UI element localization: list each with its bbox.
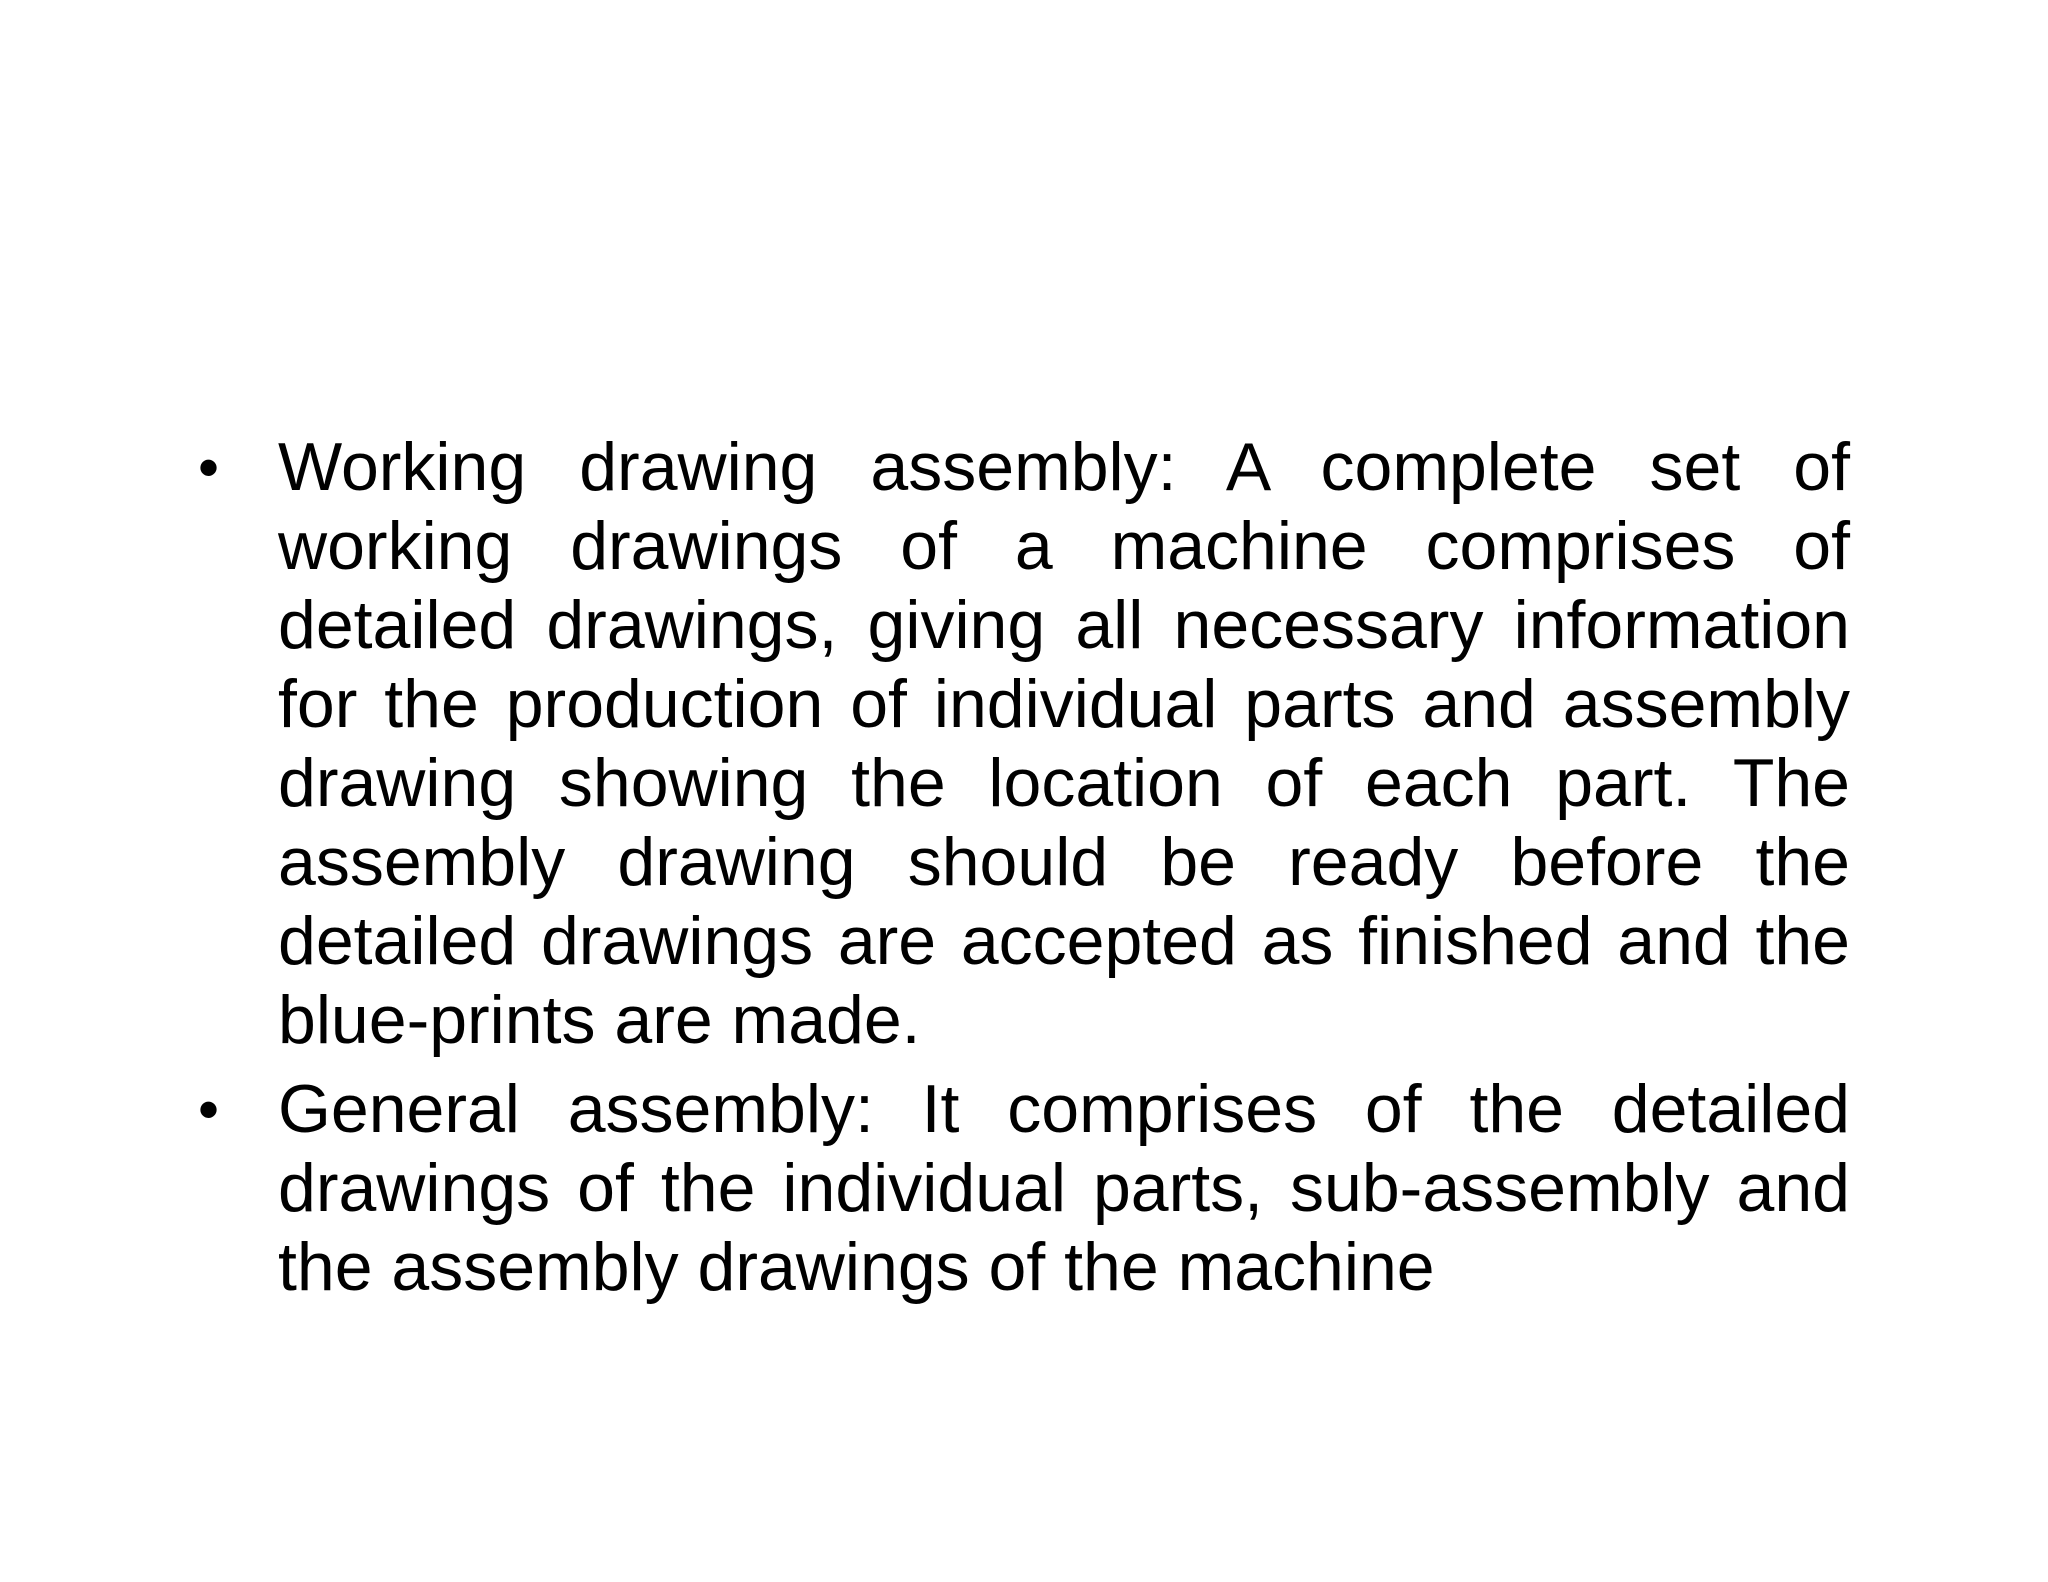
bullet-icon: • [198,1076,220,1143]
bullet-item-working-drawing-assembly [198,428,1850,1060]
bullet-list [198,428,1850,1307]
bullet-text: General assembly: It comprises of the detailed drawings of the individual parts, sub-assembly and the assembly drawings of the machine [278,1071,1850,1305]
bullet-text: Working drawing assembly: A complete set of working drawings of a machine comprises of detailed drawings, giving all necessary information for the production of individual parts and assembly drawing showing the location of each part. The assembly drawing should be ready before the detailed drawings are accepted as finished and the blue-prints are made. [278,429,1850,1058]
bullet-icon: • [198,434,220,501]
bullet-item-general-assembly [198,1070,1850,1307]
